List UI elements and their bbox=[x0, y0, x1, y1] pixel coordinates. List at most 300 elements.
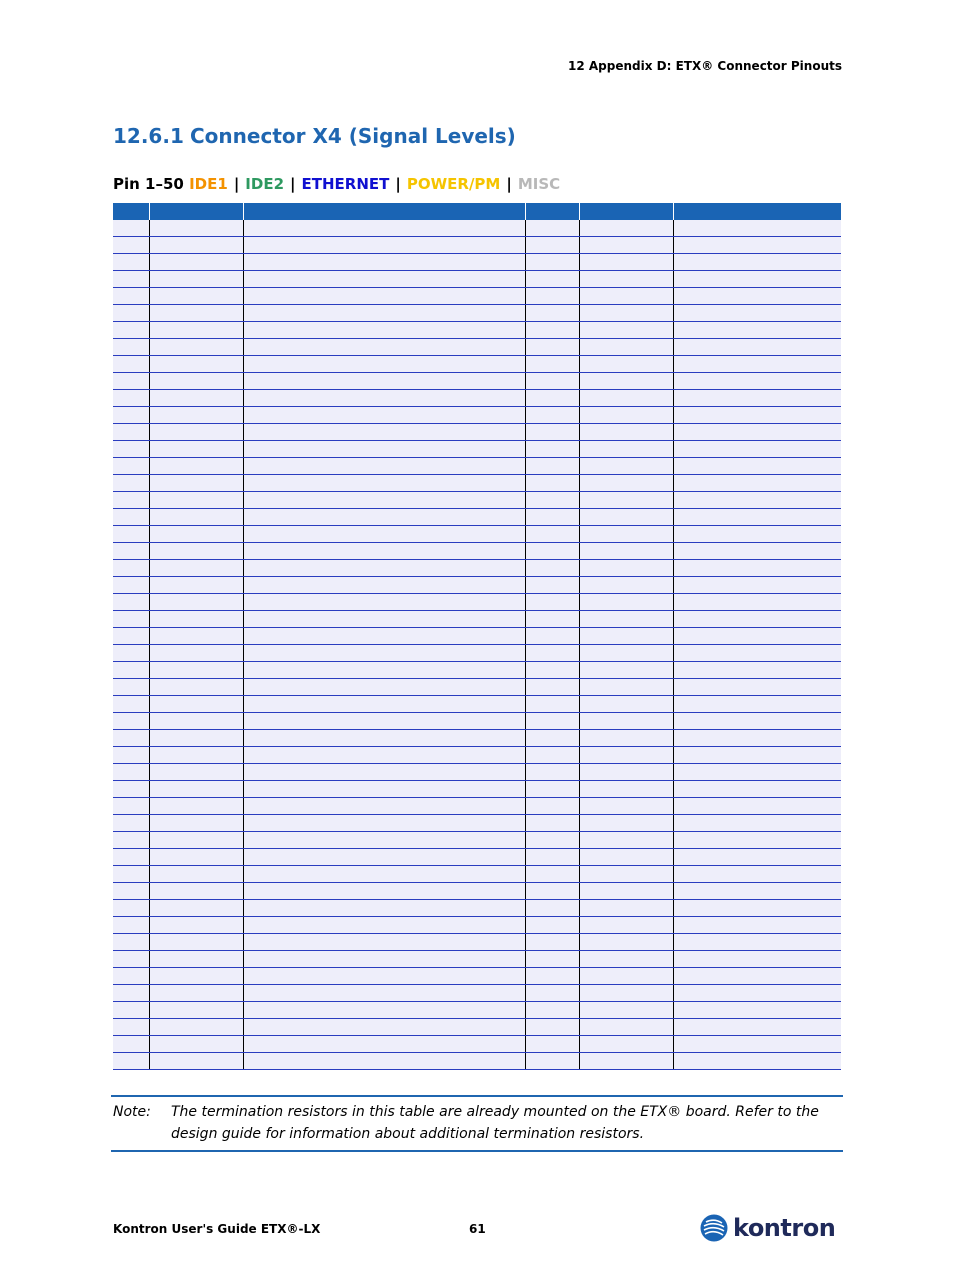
table-cell bbox=[243, 985, 525, 1002]
table-cell bbox=[525, 883, 579, 900]
table-row bbox=[113, 730, 841, 747]
table-cell bbox=[243, 696, 525, 713]
table-cell bbox=[113, 339, 149, 356]
table-cell bbox=[149, 1053, 243, 1070]
table-cell bbox=[113, 220, 149, 237]
table-cell bbox=[243, 254, 525, 271]
table-cell bbox=[113, 577, 149, 594]
table-cell bbox=[525, 526, 579, 543]
legend-ide2: IDE2 bbox=[245, 175, 285, 193]
table-cell bbox=[673, 764, 841, 781]
table-cell bbox=[243, 849, 525, 866]
table-row bbox=[113, 577, 841, 594]
table-cell bbox=[113, 611, 149, 628]
table-row bbox=[113, 917, 841, 934]
table-cell bbox=[673, 1036, 841, 1053]
table-cell bbox=[525, 220, 579, 237]
table-cell bbox=[149, 271, 243, 288]
table-cell bbox=[525, 747, 579, 764]
table-header-cell bbox=[243, 203, 525, 220]
table-cell bbox=[673, 492, 841, 509]
table-row bbox=[113, 866, 841, 883]
table-cell bbox=[113, 424, 149, 441]
table-cell bbox=[113, 628, 149, 645]
table-cell bbox=[525, 458, 579, 475]
signal-legend bbox=[113, 175, 560, 193]
table-cell bbox=[243, 1002, 525, 1019]
table-row bbox=[113, 254, 841, 271]
table-row bbox=[113, 339, 841, 356]
table-cell bbox=[579, 594, 673, 611]
table-cell bbox=[579, 849, 673, 866]
table-cell bbox=[243, 645, 525, 662]
table-cell bbox=[673, 254, 841, 271]
table-cell bbox=[243, 322, 525, 339]
table-cell bbox=[149, 951, 243, 968]
table-cell bbox=[673, 237, 841, 254]
table-cell bbox=[673, 951, 841, 968]
table-cell bbox=[243, 1053, 525, 1070]
table-cell bbox=[113, 900, 149, 917]
table-cell bbox=[113, 441, 149, 458]
table-cell bbox=[113, 560, 149, 577]
table-cell bbox=[525, 1053, 579, 1070]
table-cell bbox=[149, 509, 243, 526]
table-cell bbox=[579, 526, 673, 543]
table-cell bbox=[149, 458, 243, 475]
table-cell bbox=[149, 1019, 243, 1036]
table-cell bbox=[113, 781, 149, 798]
table-row bbox=[113, 543, 841, 560]
table-cell bbox=[673, 662, 841, 679]
table-cell bbox=[113, 798, 149, 815]
table-row bbox=[113, 424, 841, 441]
table-cell bbox=[673, 781, 841, 798]
table-cell bbox=[579, 1019, 673, 1036]
table-cell bbox=[579, 934, 673, 951]
table-cell bbox=[673, 220, 841, 237]
table-cell bbox=[149, 526, 243, 543]
table-row bbox=[113, 509, 841, 526]
table-cell bbox=[113, 679, 149, 696]
legend-ide1: IDE1 bbox=[189, 175, 228, 193]
table-cell bbox=[579, 781, 673, 798]
table-cell bbox=[579, 645, 673, 662]
table-row bbox=[113, 849, 841, 866]
table-cell bbox=[243, 679, 525, 696]
table-cell bbox=[149, 781, 243, 798]
table-cell bbox=[673, 424, 841, 441]
table-cell bbox=[243, 917, 525, 934]
table-cell bbox=[149, 237, 243, 254]
table-cell bbox=[113, 1036, 149, 1053]
table-cell bbox=[579, 679, 673, 696]
table-cell bbox=[525, 968, 579, 985]
table-cell bbox=[525, 237, 579, 254]
table-cell bbox=[149, 1036, 243, 1053]
table-cell bbox=[579, 747, 673, 764]
table-cell bbox=[243, 1019, 525, 1036]
table-cell bbox=[673, 747, 841, 764]
table-cell bbox=[579, 985, 673, 1002]
table-cell bbox=[525, 730, 579, 747]
table-row bbox=[113, 492, 841, 509]
table-cell bbox=[673, 934, 841, 951]
table-cell bbox=[579, 730, 673, 747]
table-cell bbox=[149, 288, 243, 305]
table-cell bbox=[579, 900, 673, 917]
table-cell bbox=[673, 475, 841, 492]
table-cell bbox=[149, 628, 243, 645]
table-cell bbox=[113, 237, 149, 254]
table-cell bbox=[243, 883, 525, 900]
table-cell bbox=[149, 594, 243, 611]
table-cell bbox=[579, 1053, 673, 1070]
table-cell bbox=[579, 288, 673, 305]
table-cell bbox=[673, 968, 841, 985]
table-row bbox=[113, 407, 841, 424]
table-cell bbox=[113, 288, 149, 305]
table-row bbox=[113, 356, 841, 373]
table-cell bbox=[525, 951, 579, 968]
table-cell bbox=[673, 849, 841, 866]
table-cell bbox=[579, 441, 673, 458]
table-cell bbox=[149, 543, 243, 560]
table-row bbox=[113, 951, 841, 968]
legend-separator: | bbox=[290, 175, 296, 193]
table-row bbox=[113, 815, 841, 832]
table-cell bbox=[243, 390, 525, 407]
table-cell bbox=[149, 492, 243, 509]
table-cell bbox=[525, 441, 579, 458]
table-cell bbox=[113, 866, 149, 883]
table-cell bbox=[149, 832, 243, 849]
table-cell bbox=[243, 662, 525, 679]
table-cell bbox=[673, 526, 841, 543]
table-cell bbox=[243, 305, 525, 322]
table-cell bbox=[525, 271, 579, 288]
section-heading bbox=[113, 124, 516, 148]
table-cell bbox=[673, 713, 841, 730]
table-cell bbox=[113, 645, 149, 662]
table-cell bbox=[149, 356, 243, 373]
table-cell bbox=[113, 849, 149, 866]
table-row bbox=[113, 900, 841, 917]
table-row bbox=[113, 713, 841, 730]
table-cell bbox=[579, 407, 673, 424]
pin-table bbox=[113, 203, 841, 1070]
table-cell bbox=[113, 407, 149, 424]
table-cell bbox=[525, 373, 579, 390]
table-cell bbox=[525, 390, 579, 407]
footer-document-title: Kontron User's Guide ETX®-LX bbox=[113, 1222, 321, 1236]
table-cell bbox=[579, 492, 673, 509]
table-cell bbox=[525, 849, 579, 866]
table-cell bbox=[673, 322, 841, 339]
table-cell bbox=[579, 1036, 673, 1053]
table-cell bbox=[243, 611, 525, 628]
table-cell bbox=[673, 832, 841, 849]
table-cell bbox=[579, 713, 673, 730]
table-cell bbox=[113, 543, 149, 560]
table-cell bbox=[525, 543, 579, 560]
table-row bbox=[113, 764, 841, 781]
page-number: 61 bbox=[469, 1222, 486, 1236]
note-box bbox=[111, 1095, 843, 1152]
legend-prefix: Pin 1–50 bbox=[113, 175, 184, 193]
table-row bbox=[113, 883, 841, 900]
table-header-cell bbox=[113, 203, 149, 220]
table-row bbox=[113, 662, 841, 679]
table-cell bbox=[243, 288, 525, 305]
table-cell bbox=[243, 713, 525, 730]
table-cell bbox=[673, 696, 841, 713]
table-cell bbox=[673, 628, 841, 645]
table-cell bbox=[149, 407, 243, 424]
table-cell bbox=[149, 322, 243, 339]
table-cell bbox=[579, 458, 673, 475]
table-cell bbox=[579, 696, 673, 713]
legend-misc: MISC bbox=[517, 175, 561, 193]
table-cell bbox=[525, 662, 579, 679]
table-cell bbox=[113, 475, 149, 492]
table-cell bbox=[113, 883, 149, 900]
table-cell bbox=[113, 271, 149, 288]
table-cell bbox=[149, 662, 243, 679]
table-cell bbox=[673, 594, 841, 611]
table-row bbox=[113, 832, 841, 849]
table-cell bbox=[579, 764, 673, 781]
table-header-cell bbox=[149, 203, 243, 220]
section-number: 12.6.1 bbox=[113, 124, 184, 148]
table-cell bbox=[673, 1053, 841, 1070]
kontron-globe-icon bbox=[700, 1214, 728, 1242]
section-title: Connector X4 (Signal Levels) bbox=[190, 124, 516, 148]
table-cell bbox=[525, 407, 579, 424]
table-cell bbox=[673, 356, 841, 373]
table-row bbox=[113, 781, 841, 798]
table-cell bbox=[149, 475, 243, 492]
table-cell bbox=[243, 730, 525, 747]
table-cell bbox=[673, 560, 841, 577]
table-cell bbox=[579, 577, 673, 594]
table-row bbox=[113, 696, 841, 713]
table-cell bbox=[149, 254, 243, 271]
table-cell bbox=[149, 645, 243, 662]
table-cell bbox=[149, 373, 243, 390]
table-cell bbox=[149, 747, 243, 764]
table-cell bbox=[243, 475, 525, 492]
table-cell bbox=[243, 968, 525, 985]
table-cell bbox=[113, 526, 149, 543]
table-cell bbox=[149, 424, 243, 441]
table-cell bbox=[673, 645, 841, 662]
table-cell bbox=[579, 968, 673, 985]
table-cell bbox=[525, 934, 579, 951]
table-cell bbox=[525, 1002, 579, 1019]
table-cell bbox=[673, 1019, 841, 1036]
table-cell bbox=[243, 747, 525, 764]
table-cell bbox=[673, 509, 841, 526]
table-row bbox=[113, 628, 841, 645]
table-cell bbox=[113, 373, 149, 390]
table-cell bbox=[243, 934, 525, 951]
table-cell bbox=[525, 594, 579, 611]
table-cell bbox=[525, 305, 579, 322]
table-cell bbox=[243, 458, 525, 475]
table-cell bbox=[673, 390, 841, 407]
table-cell bbox=[525, 628, 579, 645]
table-cell bbox=[243, 594, 525, 611]
table-cell bbox=[525, 781, 579, 798]
table-cell bbox=[525, 339, 579, 356]
table-cell bbox=[525, 764, 579, 781]
table-cell bbox=[673, 679, 841, 696]
table-cell bbox=[579, 509, 673, 526]
table-row bbox=[113, 1036, 841, 1053]
table-cell bbox=[525, 475, 579, 492]
table-cell bbox=[579, 339, 673, 356]
table-cell bbox=[525, 509, 579, 526]
table-cell bbox=[579, 271, 673, 288]
table-cell bbox=[243, 866, 525, 883]
table-cell bbox=[579, 1002, 673, 1019]
table-cell bbox=[673, 271, 841, 288]
table-row bbox=[113, 934, 841, 951]
table-cell bbox=[113, 815, 149, 832]
table-cell bbox=[113, 509, 149, 526]
table-row bbox=[113, 220, 841, 237]
kontron-logo bbox=[700, 1214, 835, 1242]
table-cell bbox=[113, 730, 149, 747]
legend-separator: | bbox=[506, 175, 512, 193]
table-cell bbox=[149, 968, 243, 985]
table-cell bbox=[113, 1019, 149, 1036]
table-cell bbox=[673, 1002, 841, 1019]
table-cell bbox=[579, 237, 673, 254]
table-cell bbox=[149, 441, 243, 458]
table-cell bbox=[579, 951, 673, 968]
table-cell bbox=[243, 339, 525, 356]
table-cell bbox=[149, 713, 243, 730]
table-cell bbox=[149, 798, 243, 815]
table-row bbox=[113, 798, 841, 815]
table-row bbox=[113, 1002, 841, 1019]
table-cell bbox=[113, 764, 149, 781]
table-cell bbox=[149, 900, 243, 917]
legend-power-pm: POWER/PM bbox=[406, 175, 501, 193]
table-cell bbox=[579, 611, 673, 628]
table-cell bbox=[113, 390, 149, 407]
table-cell bbox=[243, 781, 525, 798]
table-row bbox=[113, 1053, 841, 1070]
table-cell bbox=[525, 1019, 579, 1036]
table-cell bbox=[673, 917, 841, 934]
table-row bbox=[113, 679, 841, 696]
table-cell bbox=[525, 254, 579, 271]
table-cell bbox=[243, 900, 525, 917]
table-cell bbox=[579, 560, 673, 577]
table-cell bbox=[243, 441, 525, 458]
table-cell bbox=[673, 339, 841, 356]
table-cell bbox=[243, 628, 525, 645]
table-cell bbox=[149, 866, 243, 883]
table-cell bbox=[149, 730, 243, 747]
table-cell bbox=[243, 237, 525, 254]
table-cell bbox=[673, 883, 841, 900]
table-cell bbox=[149, 577, 243, 594]
table-row bbox=[113, 237, 841, 254]
table-cell bbox=[673, 611, 841, 628]
table-cell bbox=[525, 832, 579, 849]
table-cell bbox=[243, 832, 525, 849]
table-cell bbox=[579, 356, 673, 373]
table-cell bbox=[525, 322, 579, 339]
table-cell bbox=[149, 883, 243, 900]
table-cell bbox=[525, 866, 579, 883]
table-cell bbox=[113, 968, 149, 985]
table-cell bbox=[149, 390, 243, 407]
table-cell bbox=[525, 288, 579, 305]
table-row bbox=[113, 985, 841, 1002]
table-cell bbox=[243, 815, 525, 832]
table-cell bbox=[113, 1053, 149, 1070]
table-cell bbox=[113, 458, 149, 475]
table-cell bbox=[673, 900, 841, 917]
table-cell bbox=[525, 492, 579, 509]
table-cell bbox=[113, 951, 149, 968]
table-cell bbox=[243, 951, 525, 968]
table-row bbox=[113, 747, 841, 764]
table-header-cell bbox=[525, 203, 579, 220]
table-cell bbox=[579, 815, 673, 832]
table-cell bbox=[113, 254, 149, 271]
table-cell bbox=[525, 560, 579, 577]
table-cell bbox=[149, 696, 243, 713]
table-cell bbox=[579, 390, 673, 407]
table-cell bbox=[149, 917, 243, 934]
table-cell bbox=[243, 526, 525, 543]
table-row bbox=[113, 458, 841, 475]
table-cell bbox=[149, 339, 243, 356]
table-cell bbox=[113, 1002, 149, 1019]
logo-wordmark: kontron bbox=[733, 1214, 836, 1242]
table-cell bbox=[579, 628, 673, 645]
table-cell bbox=[525, 900, 579, 917]
table-cell bbox=[243, 1036, 525, 1053]
note-label: Note: bbox=[113, 1104, 151, 1120]
table-cell bbox=[579, 917, 673, 934]
table-cell bbox=[673, 407, 841, 424]
table-cell bbox=[149, 815, 243, 832]
table-row bbox=[113, 305, 841, 322]
table-row bbox=[113, 373, 841, 390]
table-row bbox=[113, 611, 841, 628]
table-cell bbox=[149, 1002, 243, 1019]
table-cell bbox=[525, 985, 579, 1002]
table-cell bbox=[243, 543, 525, 560]
table-row bbox=[113, 475, 841, 492]
table-cell bbox=[113, 747, 149, 764]
table-cell bbox=[673, 288, 841, 305]
table-cell bbox=[113, 832, 149, 849]
table-cell bbox=[149, 764, 243, 781]
table-body bbox=[113, 220, 841, 1070]
table-cell bbox=[113, 662, 149, 679]
table-cell bbox=[149, 985, 243, 1002]
table-header-cell bbox=[673, 203, 841, 220]
table-cell bbox=[579, 373, 673, 390]
